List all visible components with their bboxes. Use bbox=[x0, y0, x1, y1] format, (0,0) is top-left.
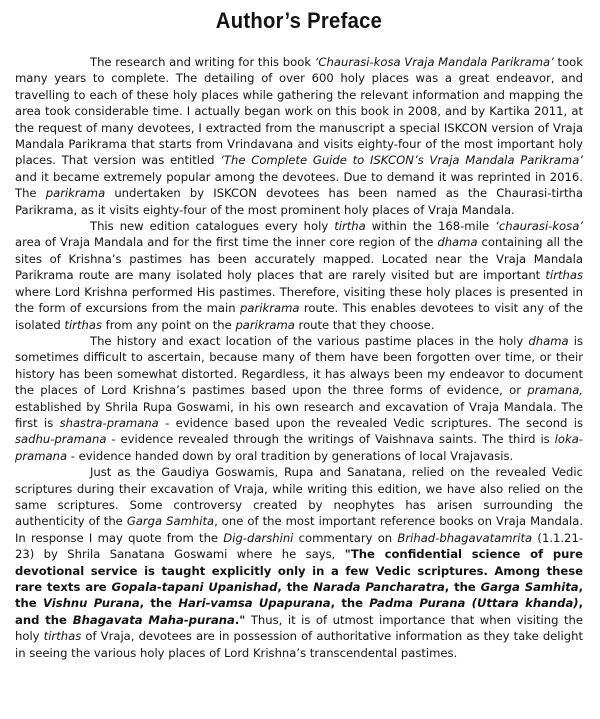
text-run: - evidence revealed through the writings of Vaishnava saints. The third is bbox=[106, 432, 555, 447]
text-run: , the bbox=[15, 580, 583, 611]
text-run: parikrama bbox=[235, 317, 295, 332]
text-run: undertaken by ISKCON devotees has been named as the Chaurasi-tirtha Parikrama, as it visits eighty-four of the most prominent holy places of Vraja Mandala. bbox=[15, 186, 583, 217]
text-run: is sometimes difficult to ascertain, because many of them have been forgotten over time, or their history has been somewhat distorted. Regardless, it has always been my endeavor to document the places of Lord Krishna’s pastimes based upon the three forms of evidence, or bbox=[15, 333, 583, 398]
text-run: dhama bbox=[528, 333, 569, 348]
text-run: established by Shrila Rupa Goswami, in his own research and excavation of Vraja Mandala. The first is bbox=[15, 399, 583, 430]
text-run: ‘chaurasi-kosa’ bbox=[495, 219, 583, 234]
text-run: loka-pramana bbox=[15, 432, 583, 463]
text-run: Garga Samhita bbox=[126, 514, 215, 529]
text-run: tirtha bbox=[334, 219, 366, 234]
text-run: , the bbox=[139, 596, 179, 611]
text-run: , one of the most important reference books on Vraja Mandala. In response I may quote from the bbox=[15, 514, 584, 545]
text-run: parikrama bbox=[45, 186, 106, 201]
preface-body bbox=[15, 54, 583, 661]
text-run: of Vraja, devotees are in possession of authoritative information as they take delight in seeing the various holy places of Lord Krishna’s transcendental pastimes. bbox=[15, 629, 584, 660]
text-run: sadhu-pramana bbox=[15, 432, 107, 447]
text-run: - evidence based upon the revealed Vedic scriptures. The second is bbox=[158, 415, 583, 430]
paragraph-1 bbox=[15, 54, 583, 218]
text-run: tirthas bbox=[545, 268, 583, 283]
text-run: - evidence handed down by oral tradition by generations of local Vrajavasis. bbox=[67, 448, 514, 463]
text-run: parikrama bbox=[240, 301, 300, 316]
text-run: , the bbox=[277, 580, 314, 594]
text-run: Garga Samhita bbox=[480, 580, 579, 594]
text-run: Padma Purana (Uttara khanda) bbox=[369, 596, 579, 611]
text-run: ." bbox=[234, 612, 246, 627]
text-run: shastra-pramana bbox=[59, 415, 159, 430]
text-run: containing all the sites of Krishna’s pastimes has been accurately mapped. Located near the Vraja Mandala Parikrama route are many isolated holy places that are rarely visited but are important bbox=[15, 235, 583, 283]
text-run: Brihad-bhagavatamrita bbox=[397, 530, 533, 545]
text-run: where Lord Krishna performed His pastimes. Therefore, visiting these holy places is presented in the form of excursions from the main bbox=[15, 284, 583, 316]
text-run: tirthas bbox=[64, 317, 102, 332]
text-run: route. This enables devotees to visit any of the isolated bbox=[15, 301, 584, 332]
text-run: , and the bbox=[15, 596, 583, 627]
text-run: Hari-vamsa Upapurana bbox=[178, 596, 331, 611]
text-run: Just as the Gaudiya Goswamis, Rupa and Sanatana, relied on the revealed Vedic scriptures during their excavation of Vraja, while writing this edition, we have also relied on the same scriptures. Some controversy created by neophytes has arisen surrounding the authenticity of the bbox=[15, 465, 583, 529]
text-run: , the bbox=[330, 596, 370, 611]
paragraph-4 bbox=[15, 464, 583, 661]
paragraph-2 bbox=[15, 218, 583, 333]
page-title: Author’s Preface bbox=[215, 8, 383, 33]
text-run: dhama bbox=[437, 235, 478, 250]
text-run: from any point on the bbox=[101, 317, 236, 332]
text-run: within the 168-mile bbox=[365, 219, 496, 234]
text-run: Gopala-tapani Upanishad bbox=[111, 580, 278, 594]
paragraph-3 bbox=[15, 333, 583, 464]
text-run: Narada Pancharatra bbox=[313, 580, 445, 594]
text-run: The research and writing for this book bbox=[90, 55, 315, 69]
text-run: (1.1.21-23) by Shrila Sanatana Goswami where he says, bbox=[15, 530, 583, 562]
text-run: and it became extremely popular among the devotees. Due to demand it was reprinted in 2016. The bbox=[15, 169, 583, 201]
text-run: ‘The Complete Guide to ISKCON’s Vraja Mandala Parikrama’ bbox=[220, 153, 583, 168]
text-run: pramana, bbox=[527, 383, 583, 398]
text-run: , the bbox=[444, 580, 481, 594]
text-run: Bhagavata Maha-purana bbox=[72, 612, 235, 627]
text-run: Thus, it is of utmost importance that when visiting the holy bbox=[15, 612, 583, 644]
text-run: Dig-darshini bbox=[223, 530, 294, 545]
text-run: took many years to complete. The detailing of over 600 holy places was a great endeavor, and travelling to each of these holy places while gathering the relevant information and mapping the area took considerable time. I actually began work on this book in 2008, and by Kartika 2011, at the request of many devotees, I extracted from the manuscript a special ISKCON version of Vraja Mandala Parikrama that starts from Vrindavana and visits eighty-four of the most important holy places. That version was entitled bbox=[15, 55, 583, 168]
text-run: tirthas bbox=[43, 629, 82, 644]
text-run: The history and exact location of the various pastime places in the holy bbox=[90, 333, 529, 348]
text-run: "The confidential science of pure devotional service is taught explicitly only in a few Vedic scriptures. Among these rare texts are bbox=[15, 547, 584, 594]
text-run: area of Vraja Mandala and for the first time the inner core region of the bbox=[15, 235, 438, 250]
text-run: This new edition catalogues every holy bbox=[90, 219, 335, 234]
text-run: Vishnu Purana bbox=[42, 596, 140, 611]
text-run: commentary on bbox=[293, 530, 398, 545]
text-run: route that they choose. bbox=[294, 317, 435, 332]
text-run: ‘Chaurasi-kosa Vraja Mandala Parikrama’ bbox=[314, 55, 554, 69]
